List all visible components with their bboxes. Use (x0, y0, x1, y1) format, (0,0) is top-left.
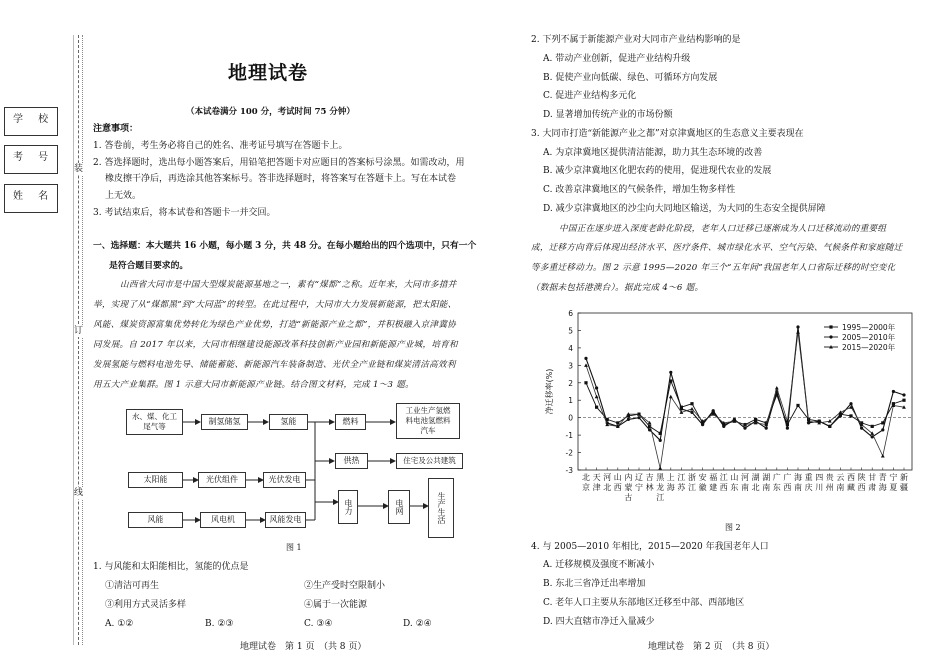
q1-option-a[interactable]: A. ①② (105, 619, 134, 629)
series-3-point (584, 363, 588, 367)
box-pv-power: 光伏发电 (263, 472, 306, 488)
series-3-point (796, 330, 800, 334)
q1-option-b[interactable]: B. ②③ (205, 619, 234, 629)
box-life: 生产生活 (428, 478, 454, 538)
school-label: 学 校 (13, 114, 55, 125)
x-tick-label: 西藏 (847, 473, 855, 492)
box-electricity: 电力 (338, 490, 358, 524)
legend-label: 2005—2010年 (842, 333, 896, 342)
y-tick-label: -2 (565, 448, 573, 458)
section-heading-a: 一、选择题：本大题共 16 小题，每小题 3 分，共 48 分。在每小题给出的四个选项中，只有一个 (93, 241, 477, 251)
section-heading-b: 是符合题目要求的。 (109, 261, 189, 271)
x-tick-label: 天津 (592, 473, 601, 492)
passage-1-line-1: 山西省大同市是中国大型煤炭能源基地之一，素有“煤都”之称。近年来，大同市多措并 (120, 280, 457, 290)
series-3-point (690, 407, 694, 411)
x-tick-label: 山东 (730, 473, 739, 492)
page-title: 地理试卷 (228, 62, 309, 84)
x-tick-label: 安徽 (698, 473, 707, 492)
x-tick-label: 重庆 (804, 473, 813, 492)
migration-rate-chart (530, 305, 930, 520)
series-3-point (595, 395, 599, 399)
passage-1-line-4: 同发展。自 2017 年以来，大同市相继建设能源改革科技创新产业园和新能源产业城，培育和 (93, 340, 458, 350)
box-wind-power: 风能发电 (265, 512, 306, 528)
page-1-footer: 地理试卷 第 1 页 （共 8 页） (240, 642, 367, 652)
series-1-point (616, 421, 619, 424)
note-1: 1. 答卷前，考生务必将自己的姓名、准考证号填写在答题卡上。 (93, 141, 348, 151)
x-tick-label: 贵州 (825, 473, 834, 492)
x-tick-label: 浙江 (688, 473, 696, 492)
passage-1-line-2: 举，实现了从“煤都黑”到“大同蓝”的转型。在此过程中，大同市大力发展新能源，把太阳能、 (93, 300, 457, 310)
box-pv-modules: 光伏组件 (198, 472, 246, 488)
series-2-point (849, 402, 852, 405)
x-tick-label: 四川 (815, 473, 824, 492)
series-2-point (828, 425, 831, 428)
box-heating: 供热 (335, 453, 368, 469)
series-1-point (595, 406, 598, 409)
box-solar: 太阳能 (128, 472, 183, 488)
series-2-point (839, 414, 842, 417)
x-tick-label: 吉林 (645, 473, 654, 492)
series-2-point (765, 427, 768, 430)
exam-number-field[interactable] (4, 145, 58, 174)
name-label: 姓 名 (13, 191, 55, 202)
x-tick-label: 湖南 (762, 473, 771, 492)
series-2-point (595, 386, 598, 389)
passage-2-line-4: （数据未包括港澳台）。据此完成 4～6 题。 (531, 283, 704, 293)
passage-2-line-3: 等多重迁移动力。图 2 示意 1995—2020 年三个“五年间”我国老年人口省际迁移的时空变化 (531, 263, 896, 273)
x-tick-label: 黑龙江 (656, 473, 665, 502)
x-tick-label: 福建 (709, 473, 718, 492)
question-2-stem: 2. 下列不属于新能源产业对大同市产业结构影响的是 (531, 35, 741, 45)
seal-mark-zhuang: 装 (74, 164, 84, 174)
page-2-footer: 地理试卷 第 2 页 （共 8 页） (648, 642, 775, 652)
x-tick-label: 宁夏 (889, 473, 898, 492)
series-3-point (775, 386, 779, 390)
series-1-point (796, 404, 799, 407)
series-2-point (892, 390, 895, 393)
q1-statement-3: ③利用方式灵活多样 (105, 600, 187, 610)
q2-option-c[interactable]: C. 促进产业结构多元化 (543, 91, 637, 101)
legend-label: 2015—2020年 (842, 343, 896, 352)
x-tick-label: 上海 (666, 473, 675, 492)
figure-2-caption: 图 2 (725, 523, 741, 532)
legend-marker (829, 335, 832, 338)
box-grid: 电网 (388, 490, 410, 524)
legend-marker (829, 325, 832, 328)
series-1-point (849, 414, 852, 417)
box-fuel-uses: 工业生产氢燃料电池氢燃料汽车 (396, 403, 460, 439)
series-2-point (796, 325, 799, 328)
y-axis-label: 净迁移率(%) (545, 368, 554, 415)
series-2-point (669, 371, 672, 374)
note-2a: 2. 答选择题时，选出每小题答案后，用铅笔把答题卡对应题目的答案标号涂黑。如需改动，用 (93, 158, 465, 168)
series-2-point (722, 425, 725, 428)
box-fuel: 燃料 (335, 414, 366, 430)
q4-option-c[interactable]: C. 老年人口主要从东部地区迁移至中部、西部地区 (543, 598, 745, 608)
y-tick-label: 6 (568, 309, 573, 318)
series-1-point (902, 399, 905, 402)
x-tick-label: 江西 (719, 473, 728, 492)
series-3-point (669, 395, 673, 399)
question-4-stem: 4. 与 2005—2010 年相比，2015—2020 年我国老年人口 (531, 542, 769, 552)
box-hydrogen-production: 制氢储氢 (201, 414, 248, 430)
x-tick-label: 新疆 (900, 473, 908, 492)
q4-option-b[interactable]: B. 东北三省净迁出率增加 (543, 579, 646, 589)
note-2b: 橡皮擦干净后，再选涂其他答案标号。答非选择题时，将答案写在答题卡上。写在本试卷 (105, 174, 457, 184)
exam-number-label: 考 号 (13, 152, 55, 163)
y-tick-label: 5 (568, 326, 573, 336)
question-3-stem: 3. 大同市打造“新能源产业之都”对京津冀地区的生态意义主要表现在 (531, 129, 804, 139)
series-3-point (881, 454, 885, 458)
q3-option-a[interactable]: A. 为京津冀地区提供清洁能源，助力其生态环境的改善 (543, 148, 763, 158)
x-tick-label: 陕西 (857, 473, 866, 492)
x-tick-label: 内蒙古 (624, 473, 633, 502)
series-2-point (786, 427, 789, 430)
series-2-point (860, 427, 863, 430)
series-2-point (743, 427, 746, 430)
passage-2-line-1: 中国正在逐步进入深度老龄化阶段，老年人口迁移已逐渐成为人口迁移流动的重要组 (559, 224, 887, 234)
series-1-point (584, 381, 587, 384)
name-field[interactable] (4, 184, 58, 213)
x-tick-label: 江苏 (677, 473, 686, 492)
series-2-point (627, 418, 630, 421)
q1-option-c[interactable]: C. ③④ (304, 619, 333, 629)
series-2-point (881, 428, 884, 431)
y-tick-label: 4 (568, 343, 573, 353)
margin-dotted-line (82, 35, 83, 645)
series-1-point (871, 425, 874, 428)
y-tick-label: 1 (568, 396, 573, 406)
note-2c: 上无效。 (105, 191, 142, 201)
margin-solid-line (73, 35, 74, 645)
x-tick-label: 湖北 (751, 473, 760, 492)
y-tick-label: -1 (565, 431, 573, 441)
q3-option-c[interactable]: C. 改善京津冀地区的气候条件，增加生物多样性 (543, 185, 736, 195)
series-2-point (637, 416, 640, 419)
box-wind-turbine: 风电机 (200, 512, 246, 528)
x-tick-label: 广东 (772, 473, 781, 492)
x-tick-label: 河北 (603, 473, 612, 492)
seal-mark-ding: 订 (74, 326, 84, 336)
box-wind: 风能 (128, 512, 183, 528)
box-heating-uses: 住宅及公共建筑 (396, 453, 463, 469)
legend-label: 1995—2000年 (842, 323, 896, 332)
passage-1-line-6: 用五大产业集群。图 1 示意大同市新能源产业链。结合图文材料，完成 1～3 题。 (93, 380, 414, 390)
x-tick-label: 河南 (741, 473, 749, 492)
x-tick-label: 北京 (582, 473, 590, 492)
notes-heading: 注意事项： (93, 124, 139, 134)
x-tick-label: 辽宁 (635, 473, 643, 492)
q4-option-d[interactable]: D. 四大直辖市净迁入量减少 (543, 617, 655, 627)
box-hydrogen: 氢能 (269, 414, 308, 430)
series-line-3 (586, 332, 904, 468)
y-tick-label: 0 (568, 413, 573, 423)
question-1-stem: 1. 与风能和太阳能相比，氢能的优点是 (93, 562, 249, 572)
passage-2-line-2: 成，迁移方向背后体现出经济水平、医疗条件、城市绿化水平、空气污染、气候条件和家庭随迁 (531, 243, 903, 253)
series-2-point (712, 409, 715, 412)
q1-statement-4: ④属于一次能源 (304, 600, 368, 610)
x-tick-label: 广西 (783, 473, 792, 492)
x-tick-label: 海南 (794, 473, 802, 492)
series-2-point (701, 423, 704, 426)
school-field[interactable] (4, 107, 58, 136)
series-2-point (584, 357, 587, 360)
series-2-point (659, 439, 662, 442)
exam-subtitle: （本试卷满分 100 分，考试时间 75 分钟） (186, 107, 355, 117)
seal-mark-xian: 线 (74, 488, 84, 498)
y-tick-label: -3 (565, 466, 573, 475)
q2-option-b[interactable]: B. 促使产业向低碳、绿色、可循环方向发展 (543, 73, 718, 83)
q3-option-d[interactable]: D. 减少京津冀地区的沙尘向大同地区输送，为大同的生态安全提供屏障 (543, 204, 826, 214)
y-tick-label: 2 (568, 378, 573, 388)
margin-dashed-line (78, 35, 79, 645)
q1-statement-2: ②生产受时空限制小 (304, 581, 386, 591)
series-3-point (658, 466, 662, 470)
y-tick-label: 3 (568, 361, 573, 371)
series-1-point (690, 402, 693, 405)
figure-1-caption: 图 1 (286, 543, 302, 552)
box-source-coal: 水、煤、化工尾气等 (126, 409, 183, 435)
x-tick-label: 青海 (878, 473, 887, 492)
series-2-point (690, 411, 693, 414)
note-3: 3. 考试结束后，将本试卷和答题卡一并交回。 (93, 208, 276, 218)
q1-statement-1: ①清洁可再生 (105, 581, 160, 591)
q4-option-a[interactable]: A. 迁移规模及强度不断减小 (543, 560, 655, 570)
x-tick-label: 云南 (836, 473, 845, 492)
q2-option-d[interactable]: D. 显著增加传统产业的市场份额 (543, 110, 673, 120)
passage-1-line-3: 风能、煤炭资源富集优势转化为绿色产业优势，打造“新能源产业之都”，并积极融入京津冀协 (93, 320, 457, 330)
q2-option-a[interactable]: A. 带动产业创新，促进产业结构升级 (543, 54, 691, 64)
x-tick-label: 山西 (613, 473, 622, 492)
x-tick-label: 甘肃 (868, 473, 877, 492)
passage-1-line-5: 发展氢能与燃料电池先导、储能蓄能、新能源汽车装备制造、光伏全产业链和煤炭清洁高效利 (93, 360, 456, 370)
q3-option-b[interactable]: B. 减少京津冀地区化肥农药的使用，促进现代农业的发展 (543, 166, 772, 176)
series-2-point (902, 393, 905, 396)
q1-option-d[interactable]: D. ②④ (403, 619, 432, 629)
